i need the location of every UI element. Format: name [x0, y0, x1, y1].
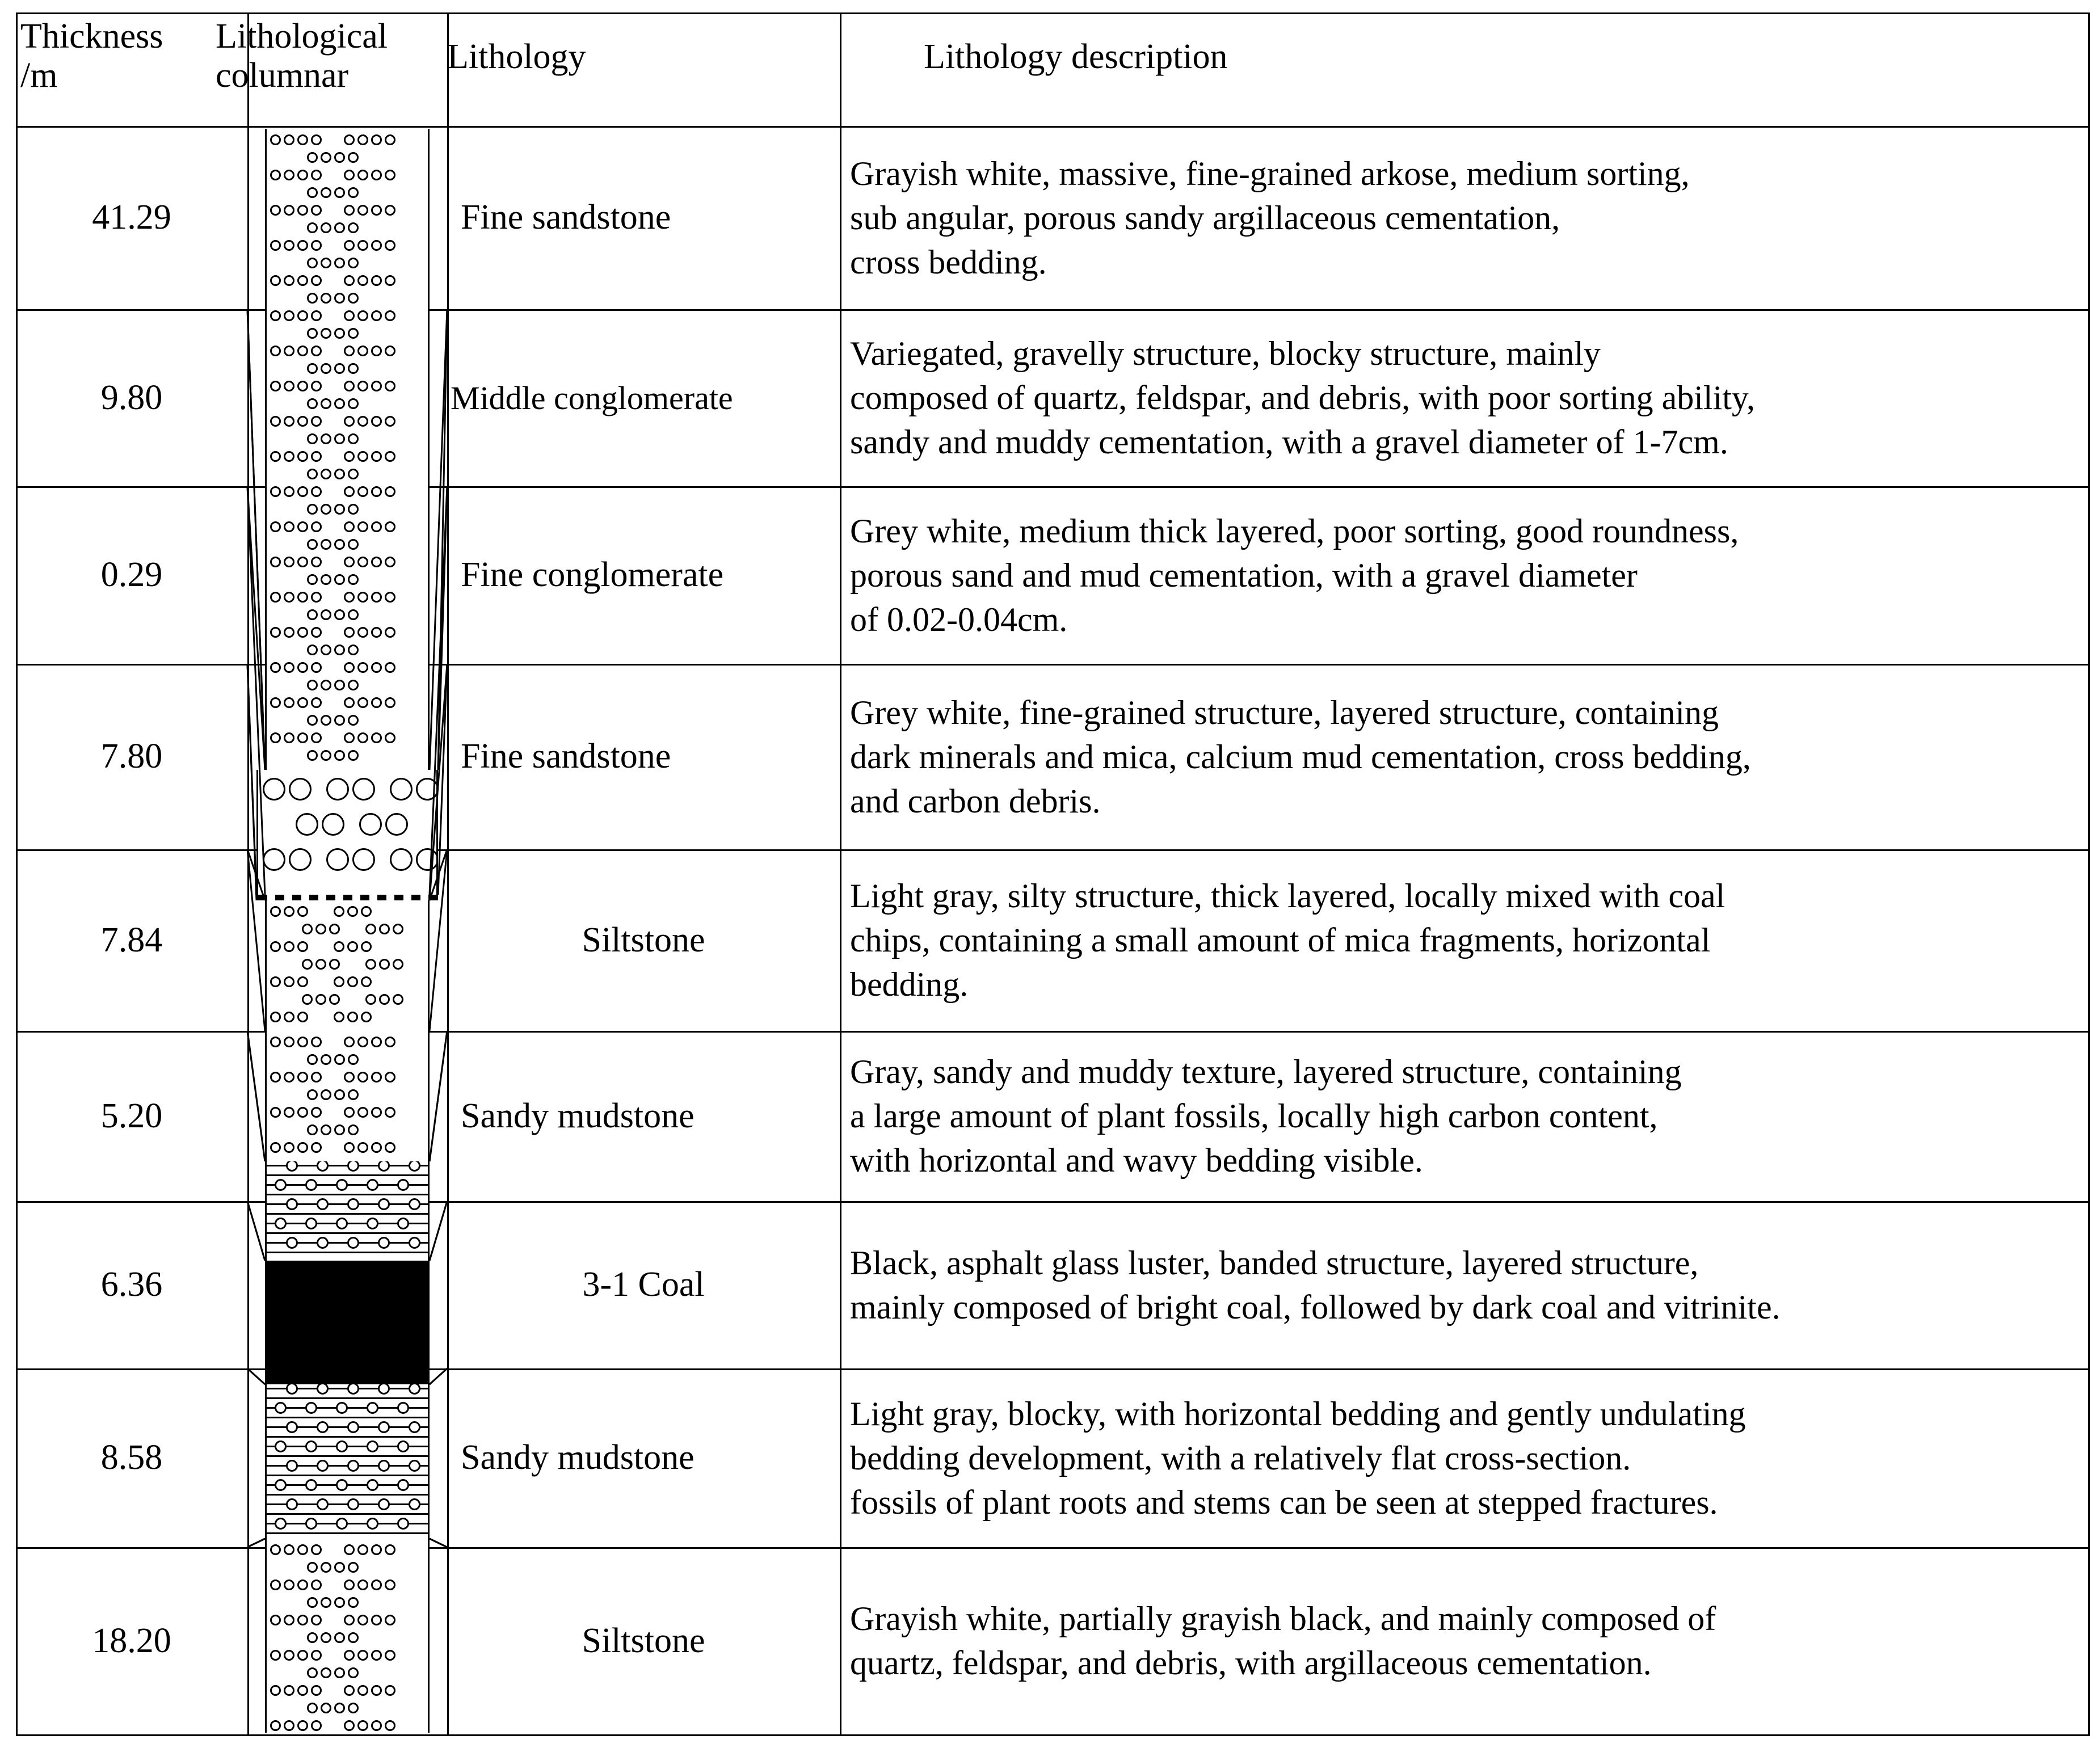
description-line: chips, containing a small amount of mica fragments, horizontal: [850, 921, 1711, 959]
thickness-value: 7.84: [100, 920, 163, 959]
header-columnar-line2: columnar: [216, 56, 349, 95]
description-line: porous sand and mud cementation, with a gravel diameter: [850, 557, 1638, 594]
description-line: and carbon debris.: [850, 782, 1101, 820]
description-line: quartz, feldspar, and debris, with argillaceous cementation.: [850, 1644, 1652, 1682]
description-line: Grey white, medium thick layered, poor sorting, good roundness,: [850, 512, 1739, 550]
description-line: a large amount of plant fossils, locally high carbon content,: [850, 1097, 1658, 1135]
connector-line: [247, 1201, 265, 1261]
lithology-name: Sandy mudstone: [461, 1096, 695, 1135]
lithology-name: Fine sandstone: [461, 198, 671, 237]
description-line: with horizontal and wavy bedding visible.: [850, 1142, 1423, 1179]
description-line: Grey white, fine-grained structure, layered structure, containing: [850, 694, 1719, 731]
lithological-column-table: [16, 12, 2090, 1734]
description-line: mainly composed of bright coal, followed by dark coal and vitrinite.: [850, 1288, 1781, 1326]
header-thickness-line1: Thickness: [20, 17, 163, 56]
connector-lines: [16, 12, 2090, 1734]
header-columnar-line1: Lithological: [216, 17, 388, 56]
description-line: sandy and muddy cementation, with a gravel diameter of 1-7cm.: [850, 423, 1728, 461]
lithology-name: Fine sandstone: [461, 737, 671, 776]
connector-line: [430, 1368, 447, 1384]
connector-line: [430, 1539, 447, 1547]
header-lithology-line1: Lithology: [447, 37, 586, 76]
description-line: Gray, sandy and muddy texture, layered structure, containing: [850, 1053, 1682, 1090]
description-line: of 0.02-0.04cm.: [850, 601, 1068, 638]
description-line: composed of quartz, feldspar, and debris, with poor sorting ability,: [850, 379, 1756, 416]
header-description-line1: Lithology description: [924, 37, 1228, 76]
description-line: cross bedding.: [850, 243, 1047, 281]
connector-line: [430, 1201, 447, 1261]
lithology-name: Siltstone: [582, 920, 705, 959]
thickness-value: 5.20: [100, 1096, 163, 1135]
thickness-value: 8.58: [100, 1438, 163, 1477]
description-line: Black, asphalt glass luster, banded structure, layered structure,: [850, 1244, 1699, 1282]
description-line: Grayish white, massive, fine-grained arkose, medium sorting,: [850, 155, 1690, 192]
thickness-value: 41.29: [92, 198, 171, 237]
row-divider: [16, 1734, 2090, 1736]
description-line: Variegated, gravelly structure, blocky structure, mainly: [850, 335, 1601, 372]
thickness-value: 6.36: [100, 1265, 163, 1304]
connector-line: [430, 1031, 447, 1161]
lithology-name: Siltstone: [582, 1621, 705, 1660]
lithology-name: Fine conglomerate: [461, 555, 724, 594]
description-line: sub angular, porous sandy argillaceous cementation,: [850, 199, 1560, 237]
thickness-value: 9.80: [100, 378, 163, 417]
lithology-name: Middle conglomerate: [451, 379, 733, 416]
description-line: Light gray, silty structure, thick layered, locally mixed with coal: [850, 877, 1726, 915]
description-line: fossils of plant roots and stems can be seen at stepped fractures.: [850, 1484, 1718, 1521]
header-thickness-line2: /m: [20, 56, 58, 95]
lithology-name: Sandy mudstone: [461, 1438, 695, 1477]
description-line: Light gray, blocky, with horizontal bedding and gently undulating: [850, 1395, 1746, 1433]
description-line: dark minerals and mica, calcium mud cementation, cross bedding,: [850, 738, 1751, 776]
description-line: bedding development, with a relatively flat cross-section.: [850, 1439, 1631, 1477]
connector-line: [247, 1368, 265, 1384]
connector-line: [247, 1031, 265, 1161]
connector-line: [247, 1539, 265, 1547]
thickness-value: 18.20: [92, 1621, 171, 1660]
thickness-value: 7.80: [100, 737, 163, 776]
description-line: Grayish white, partially grayish black, and mainly composed of: [850, 1600, 1716, 1637]
thickness-value: 0.29: [100, 555, 163, 594]
description-line: bedding.: [850, 966, 969, 1003]
lithology-name: 3-1 Coal: [582, 1265, 705, 1304]
